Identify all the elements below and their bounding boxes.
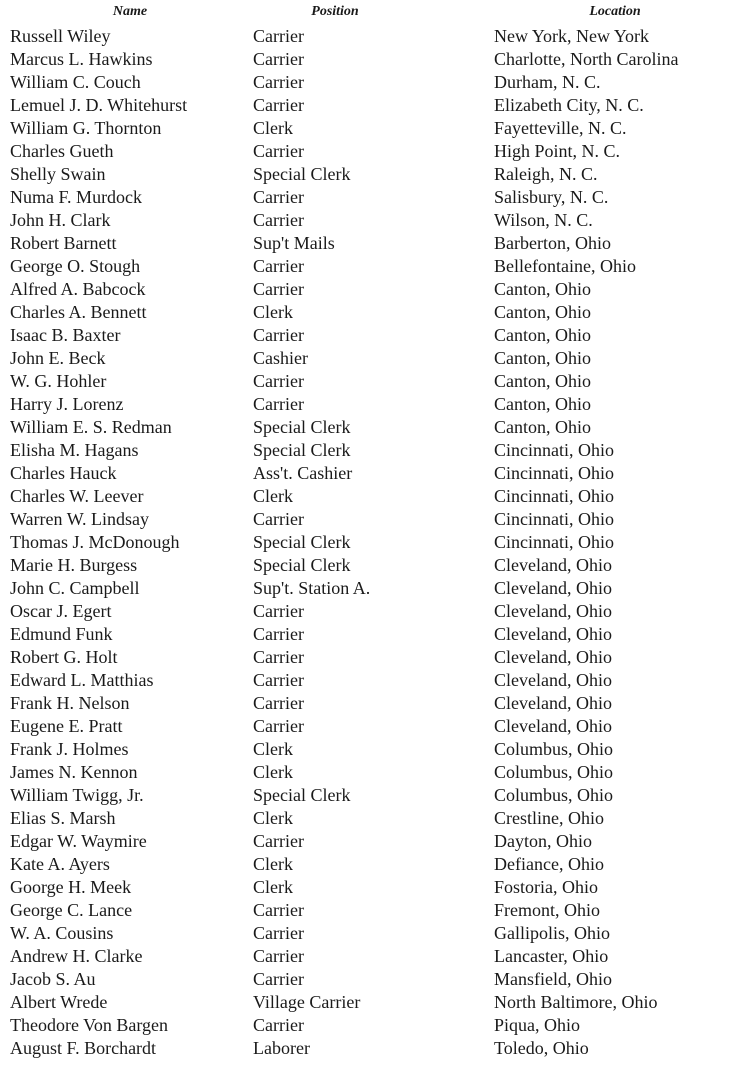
name-cell: W. A. Cousins (10, 923, 114, 943)
table-row (0, 830, 739, 853)
table-row (0, 232, 739, 255)
name-cell: Theodore Von Bargen (10, 1015, 168, 1035)
name-cell: Thomas J. McDonough (10, 532, 180, 552)
header-position: Position (311, 4, 359, 19)
location-cell: Gallipolis, Ohio (494, 923, 610, 943)
table-row (0, 117, 739, 140)
position-cell: Clerk (253, 486, 293, 506)
name-cell: Kate A. Ayers (10, 854, 110, 874)
position-cell: Carrier (253, 72, 304, 92)
location-cell: Bellefontaine, Ohio (494, 256, 636, 276)
location-cell: Dayton, Ohio (494, 831, 592, 851)
name-cell: John H. Clark (10, 210, 111, 230)
position-cell: Carrier (253, 624, 304, 644)
name-cell: Robert G. Holt (10, 647, 118, 667)
position-cell: Sup't Mails (253, 233, 335, 253)
position-cell: Village Carrier (253, 992, 361, 1012)
name-cell: John C. Campbell (10, 578, 140, 598)
position-cell: Carrier (253, 969, 304, 989)
table-row (0, 370, 739, 393)
name-cell: Marcus L. Hawkins (10, 49, 153, 69)
position-cell: Special Clerk (253, 417, 351, 437)
position-cell: Carrier (253, 210, 304, 230)
table-row (0, 186, 739, 209)
name-cell: William C. Couch (10, 72, 141, 92)
table-row (0, 807, 739, 830)
table-row (0, 485, 739, 508)
header-location: Location (589, 4, 641, 19)
position-cell: Carrier (253, 601, 304, 621)
location-cell: Toledo, Ohio (494, 1038, 589, 1058)
name-cell: Alfred A. Babcock (10, 279, 146, 299)
position-cell: Special Clerk (253, 532, 351, 552)
location-cell: Cincinnati, Ohio (494, 532, 614, 552)
position-cell: Carrier (253, 647, 304, 667)
header-name: Name (112, 4, 148, 19)
position-cell: Carrier (253, 509, 304, 529)
name-cell: George O. Stough (10, 256, 141, 276)
position-cell: Carrier (253, 394, 304, 414)
name-cell: William G. Thornton (10, 118, 162, 138)
table-row (0, 577, 739, 600)
location-cell: Columbus, Ohio (494, 785, 614, 805)
location-cell: Cincinnati, Ohio (494, 440, 614, 460)
table-row (0, 945, 739, 968)
location-cell: Cleveland, Ohio (494, 578, 612, 598)
position-cell: Clerk (253, 118, 293, 138)
location-cell: Canton, Ohio (494, 302, 591, 322)
name-cell: Charles A. Bennett (10, 302, 147, 322)
position-cell: Clerk (253, 854, 293, 874)
position-cell: Clerk (253, 739, 293, 759)
table-row (0, 1037, 739, 1060)
position-cell: Carrier (253, 670, 304, 690)
table-row (0, 738, 739, 761)
position-cell: Carrier (253, 279, 304, 299)
location-cell: Salisbury, N. C. (494, 187, 609, 207)
position-cell: Carrier (253, 693, 304, 713)
table-row (0, 715, 739, 738)
location-cell: Canton, Ohio (494, 348, 591, 368)
location-cell: Mansfield, Ohio (494, 969, 612, 989)
position-cell: Clerk (253, 762, 293, 782)
table-row (0, 692, 739, 715)
name-cell: Russell Wiley (10, 26, 111, 46)
position-cell: Carrier (253, 256, 304, 276)
position-cell: Carrier (253, 141, 304, 161)
location-cell: Durham, N. C. (494, 72, 601, 92)
name-cell: Edmund Funk (10, 624, 113, 644)
position-cell: Clerk (253, 808, 293, 828)
position-cell: Laborer (253, 1038, 310, 1058)
table-row (0, 531, 739, 554)
name-cell: Edward L. Matthias (10, 670, 154, 690)
name-cell: William Twigg, Jr. (10, 785, 144, 805)
table-row (0, 968, 739, 991)
name-cell: Jacob S. Au (10, 969, 96, 989)
name-cell: William E. S. Redman (10, 417, 172, 437)
position-cell: Clerk (253, 302, 293, 322)
table-row (0, 209, 739, 232)
table-row (0, 71, 739, 94)
location-cell: Cincinnati, Ohio (494, 463, 614, 483)
table-row (0, 623, 739, 646)
table-body (0, 25, 739, 1060)
name-cell: Elisha M. Hagans (10, 440, 139, 460)
position-cell: Carrier (253, 831, 304, 851)
name-cell: W. G. Hohler (10, 371, 107, 391)
name-cell: Edgar W. Waymire (10, 831, 147, 851)
name-cell: Frank J. Holmes (10, 739, 129, 759)
table-row (0, 991, 739, 1014)
location-cell: Charlotte, North Carolina (494, 49, 679, 69)
name-cell: Marie H. Burgess (10, 555, 138, 575)
location-cell: Lancaster, Ohio (494, 946, 609, 966)
location-cell: Canton, Ohio (494, 279, 591, 299)
name-cell: Isaac B. Baxter (10, 325, 121, 345)
position-cell: Carrier (253, 1015, 304, 1035)
position-cell: Cashier (253, 348, 308, 368)
name-cell: Albert Wrede (10, 992, 108, 1012)
position-cell: Carrier (253, 371, 304, 391)
name-cell: Warren W. Lindsay (10, 509, 150, 529)
location-cell: Cleveland, Ohio (494, 555, 612, 575)
table-row (0, 255, 739, 278)
table-row (0, 278, 739, 301)
table-header (0, 4, 739, 24)
table-row (0, 600, 739, 623)
position-cell: Special Clerk (253, 164, 351, 184)
position-cell: Ass't. Cashier (253, 463, 353, 483)
location-cell: Cincinnati, Ohio (494, 486, 614, 506)
position-cell: Carrier (253, 187, 304, 207)
table-row (0, 324, 739, 347)
location-cell: Wilson, N. C. (494, 210, 593, 230)
name-cell: James N. Kennon (10, 762, 138, 782)
position-cell: Carrier (253, 900, 304, 920)
name-cell: Charles Hauck (10, 463, 117, 483)
table-row (0, 301, 739, 324)
location-cell: Canton, Ohio (494, 394, 591, 414)
location-cell: Crestline, Ohio (494, 808, 604, 828)
location-cell: High Point, N. C. (494, 141, 621, 161)
name-cell: Elias S. Marsh (10, 808, 116, 828)
location-cell: Canton, Ohio (494, 371, 591, 391)
position-cell: Carrier (253, 95, 304, 115)
table-row (0, 646, 739, 669)
table-row (0, 899, 739, 922)
location-cell: Cleveland, Ohio (494, 693, 612, 713)
table-row (0, 1014, 739, 1037)
name-cell: George C. Lance (10, 900, 133, 920)
location-cell: Cleveland, Ohio (494, 601, 612, 621)
table-row (0, 554, 739, 577)
location-cell: Cleveland, Ohio (494, 624, 612, 644)
table-row (0, 876, 739, 899)
name-cell: Charles W. Leever (10, 486, 144, 506)
position-cell: Carrier (253, 325, 304, 345)
location-cell: Fayetteville, N. C. (494, 118, 627, 138)
table-row (0, 669, 739, 692)
location-cell: Defiance, Ohio (494, 854, 604, 874)
name-cell: August F. Borchardt (10, 1038, 157, 1058)
name-cell: Eugene E. Pratt (10, 716, 123, 736)
position-cell: Special Clerk (253, 785, 351, 805)
name-cell: Robert Barnett (10, 233, 117, 253)
location-cell: Canton, Ohio (494, 325, 591, 345)
position-cell: Special Clerk (253, 440, 351, 460)
position-cell: Carrier (253, 26, 304, 46)
name-cell: Lemuel J. D. Whitehurst (10, 95, 188, 115)
table-row (0, 94, 739, 117)
position-cell: Carrier (253, 49, 304, 69)
location-cell: Canton, Ohio (494, 417, 591, 437)
position-cell: Special Clerk (253, 555, 351, 575)
position-cell: Carrier (253, 923, 304, 943)
table-row (0, 25, 739, 48)
location-cell: North Baltimore, Ohio (494, 992, 658, 1012)
table-row (0, 347, 739, 370)
name-cell: Charles Gueth (10, 141, 114, 161)
name-cell: John E. Beck (10, 348, 106, 368)
table-row (0, 462, 739, 485)
table-row (0, 140, 739, 163)
name-cell: Oscar J. Egert (10, 601, 112, 621)
table-row (0, 393, 739, 416)
location-cell: Cleveland, Ohio (494, 670, 612, 690)
table-row (0, 416, 739, 439)
location-cell: Fremont, Ohio (494, 900, 600, 920)
table-row (0, 508, 739, 531)
table-row (0, 48, 739, 71)
name-cell: Frank H. Nelson (10, 693, 130, 713)
position-cell: Carrier (253, 946, 304, 966)
location-cell: Barberton, Ohio (494, 233, 611, 253)
name-cell: Numa F. Murdock (10, 187, 143, 207)
table-row (0, 922, 739, 945)
table-row (0, 761, 739, 784)
table-row (0, 163, 739, 186)
position-cell: Carrier (253, 716, 304, 736)
table-row (0, 784, 739, 807)
name-cell: Goorge H. Meek (10, 877, 132, 897)
location-cell: Raleigh, N. C. (494, 164, 598, 184)
location-cell: Columbus, Ohio (494, 739, 614, 759)
position-cell: Sup't. Station A. (253, 578, 371, 598)
location-cell: Cincinnati, Ohio (494, 509, 614, 529)
location-cell: Columbus, Ohio (494, 762, 614, 782)
table-row (0, 853, 739, 876)
location-cell: Fostoria, Ohio (494, 877, 599, 897)
table-row (0, 439, 739, 462)
location-cell: Cleveland, Ohio (494, 716, 612, 736)
location-cell: Cleveland, Ohio (494, 647, 612, 667)
name-cell: Andrew H. Clarke (10, 946, 143, 966)
location-cell: New York, New York (494, 26, 650, 46)
position-cell: Clerk (253, 877, 293, 897)
name-cell: Shelly Swain (10, 164, 106, 184)
name-cell: Harry J. Lorenz (10, 394, 124, 414)
location-cell: Elizabeth City, N. C. (494, 95, 644, 115)
location-cell: Piqua, Ohio (494, 1015, 581, 1035)
